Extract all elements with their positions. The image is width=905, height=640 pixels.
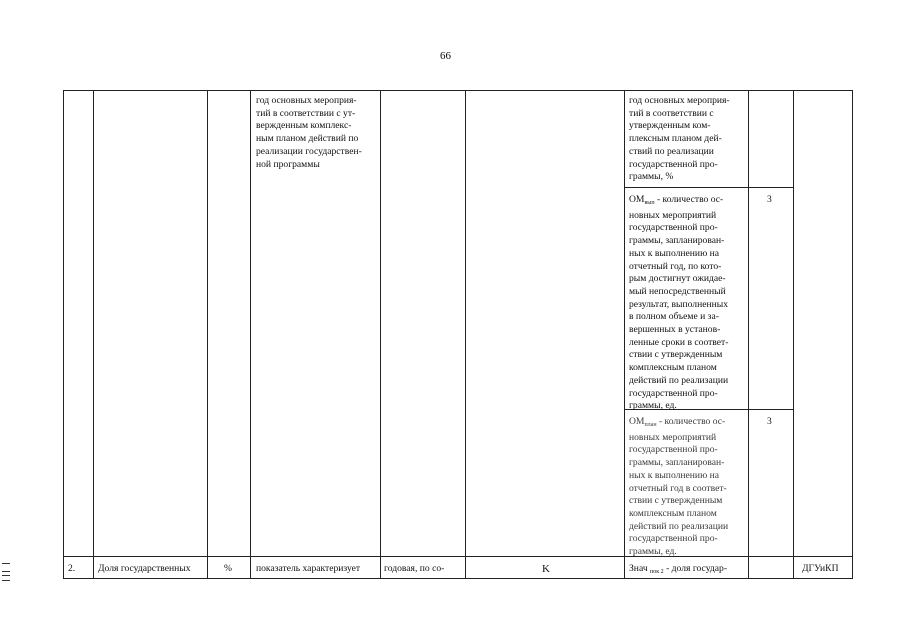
col-border-8 [793,90,794,579]
margin-mark [2,575,10,576]
variable-symbol: ОМ [629,194,645,205]
col-border-9 [852,90,853,579]
indicator-description: показатель характеризует [256,563,361,574]
definition-text: - количество ос- новных мероприятий государственной про- граммы, запланирован- ных к выполнению на отчетный год в соответ- ствии с утвержденным комплексным планом действий по реализации государственной про- граммы, ед. [629,416,729,558]
responsible-body: ДГУиКП [802,563,839,574]
col-border-0 [63,90,64,579]
periodicity: годовая, по со- [384,563,445,574]
source-code-om-plan: 3 [767,416,772,427]
col-border-6 [624,90,625,579]
unit-of-measure: % [224,563,232,574]
col-border-3 [250,90,251,579]
margin-mark [2,571,10,572]
col-border-4 [380,90,381,579]
desc-cell-continued: год основных мероприя- тий в соответствии с ут- вержденным комплекс- ным планом действий по реализации государствен- ной программы [256,95,362,170]
variable-subscript: план [644,422,657,428]
table-bottom-border [63,578,853,579]
variable-subscript: вып [644,200,655,206]
margin-mark [2,580,10,581]
page-number: 66 [440,50,451,62]
definition-om-plan [629,416,728,559]
source-code-om-vyp: 3 [767,194,772,205]
col-border-1 [93,90,94,579]
col-border-5 [465,90,466,579]
row-separator-1 [624,187,793,188]
variable-symbol: Знач [629,563,648,574]
definition-text: - доля государ- [663,563,728,574]
col-border-7 [748,90,749,579]
table-top-border [63,90,853,91]
variable-symbol: ОМ [629,416,645,427]
row-number: 2. [68,563,76,574]
row-separator-3 [63,556,853,557]
definition-znach [629,563,727,579]
col-border-2 [207,90,208,579]
margin-mark [2,563,10,564]
definition-cell-continued: год основных мероприя- тий в соответствии с утвержденным ком- плексным планом дей- ствий по реализации государственной про- граммы, % [629,95,730,183]
variable-subscript: пок 2 [650,569,664,575]
indicator-name: Доля государственных [98,563,191,574]
definition-text: - количество ос- новных мероприятий государственной про- граммы, запланирован- ных к выполнению на отчетный год, по кото- рым достигнут ожидае- мый непосредственный результат, выполненных в полном объеме и за- вершенных в установ- ленные сроки в соответ- ствии с утвержденным комплексным планом действий по реализации государственной про- граммы, ед. [629,194,729,412]
formula: K [542,563,550,575]
definition-om-vyp [629,194,728,413]
indicator-table [63,90,853,579]
